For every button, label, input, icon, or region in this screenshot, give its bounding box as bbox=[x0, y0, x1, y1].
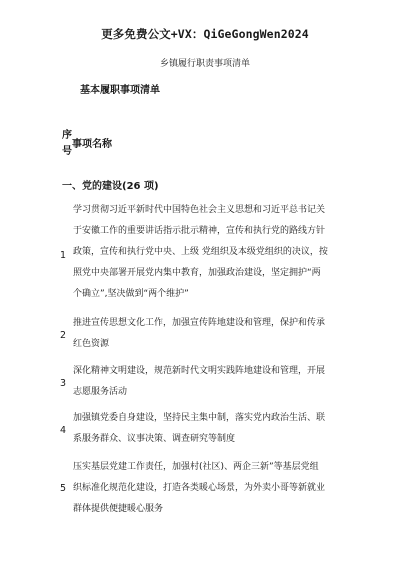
row-text-line: 织标准化规范化建设，打造各类暖心场景，为外卖小哥等新就业 bbox=[73, 483, 326, 493]
document-title: 乡镇履行职责事项清单 bbox=[159, 59, 250, 69]
section-heading: 基本履职事项清单 bbox=[80, 85, 160, 96]
row-text bbox=[73, 408, 363, 450]
row-text-line: 志愿服务活动 bbox=[73, 387, 128, 397]
row-text-line: 学习贯彻习近平新时代中国特色社会主义思想和习近平总书记关 bbox=[73, 205, 326, 215]
row-number: 4 bbox=[60, 425, 67, 436]
row-number: 1 bbox=[60, 250, 67, 261]
row-number: 3 bbox=[60, 378, 67, 389]
row-text-line: 照党中央部署开展党内集中教育，加强政治建设，坚定拥护“两 bbox=[73, 268, 321, 278]
row-text-line: 红色资源 bbox=[73, 339, 110, 349]
row-text bbox=[73, 457, 363, 520]
row-number: 5 bbox=[60, 483, 67, 494]
row-number: 2 bbox=[60, 330, 67, 341]
column-header-name: 事项名称 bbox=[72, 139, 112, 150]
row-text-line: 深化精神文明建设，规范新时代文明实践阵地建设和管理，开展 bbox=[73, 366, 326, 376]
row-text-line: 推进宣传思想文化工作，加强宣传阵地建设和管理，保护和传承 bbox=[73, 318, 326, 328]
row-text-line: 压实基层党建工作责任，加强村(社区)、两企三新”等基层党组 bbox=[73, 462, 319, 472]
row-text bbox=[73, 361, 363, 403]
row-text bbox=[73, 313, 363, 355]
row-text-line: 政策，宣传和执行党中央、上级 党组织及本级党组织的决议，按 bbox=[73, 247, 328, 257]
promo-banner: 更多免费公文+VX：QiGeGongWen2024 bbox=[101, 27, 309, 41]
row-text-line: 群体提供便捷暖心服务 bbox=[73, 504, 164, 514]
category-heading: 一、党的建设(26 项) bbox=[62, 181, 159, 192]
row-text-line: 个确立”,坚决做到“两个维护” bbox=[73, 289, 189, 299]
column-header-number-line1: 序 bbox=[62, 130, 72, 141]
row-text-line: 系服务群众、议事决策、调查研究等制度 bbox=[73, 434, 236, 444]
row-text bbox=[73, 200, 363, 305]
row-text-line: 于安徽工作的重要讲话指示批示精神，宣传和执行党的路线方针 bbox=[73, 226, 326, 236]
column-header-number-line2: 号 bbox=[62, 146, 72, 157]
row-text-line: 加强镇党委自身建设，坚持民主集中制，落实党内政治生活、联 bbox=[73, 413, 326, 423]
